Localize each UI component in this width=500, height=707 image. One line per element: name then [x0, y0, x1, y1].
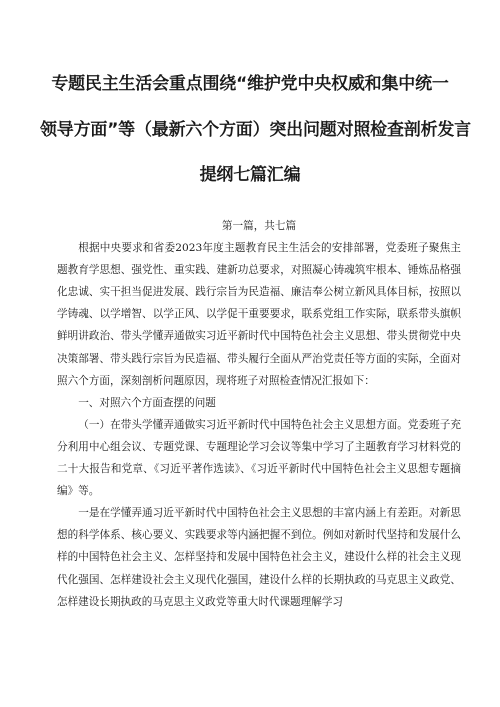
- section-heading-1: 一、对照六个方面查摆的问题: [78, 396, 216, 409]
- document-title-line-3: 提纲七篇汇编: [199, 165, 301, 185]
- paragraph-point-1: 一是在学懂弄通习近平新时代中国特色社会主义思想的丰富内涵上有差距。对新思想的科学体系、核心要义、实践要求等内涵把握不到位。例如对新时代坚持和发展什么样的中国特色社会主义、怎样坚持和发展中国特色社会主义，建设什么样的社会主义现代化强国、怎样建设社会主义现代化强国，建设什么样的长期执政的马克思主义政党、怎样建设长期执政的马克思主义政党等重大时代课题理解学习: [57, 507, 461, 608]
- paragraph-intro: 根据中央要求和省委2023年度主题教育民主生活会的安排部署，党委班子聚焦主题教育学思想、强党性、重实践、建新功总要求，对照凝心铸魂筑牢根本、锤炼品格强化忠诚、实干担当促进发展、践行宗旨为民造福、廉洁奉公树立新风具体目标，按照以学铸魂、以学增智、以学正风、以学促干重要要求，联系党组工作实际，联系带头旗帜鲜明讲政治、带头学懂弄通做实习近平新时代中国特色社会主义思想、带头贯彻党中央决策部署、带头践行宗旨为民造福、带头履行全面从严治党责任等方面的实际，全面对照六个方面，深刻剖析问题原因，现将班子对照检查情况汇报如下：: [57, 242, 461, 387]
- paragraph-subsection-1: （一）在带头学懂弄通做实习近平新时代中国特色社会主义思想方面。党委班子充分利用中心组会议、专题党课、专题理论学习会议等集中学习了主题教育学习材料党的二十大报告和党章、《习近平著作选读》、《习近平新时代中国特色社会主义思想专题摘编》等。: [57, 418, 461, 498]
- part-label: 第一篇，共七篇: [221, 220, 297, 232]
- document-title-line-2: 领导方面”等（最新六个方面）突出问题对照检查剖析发言: [40, 120, 471, 140]
- document-title-line-1: 专题民主生活会重点围绕“维护党中央权威和集中统一: [51, 74, 449, 94]
- document-body: [57, 215, 461, 613]
